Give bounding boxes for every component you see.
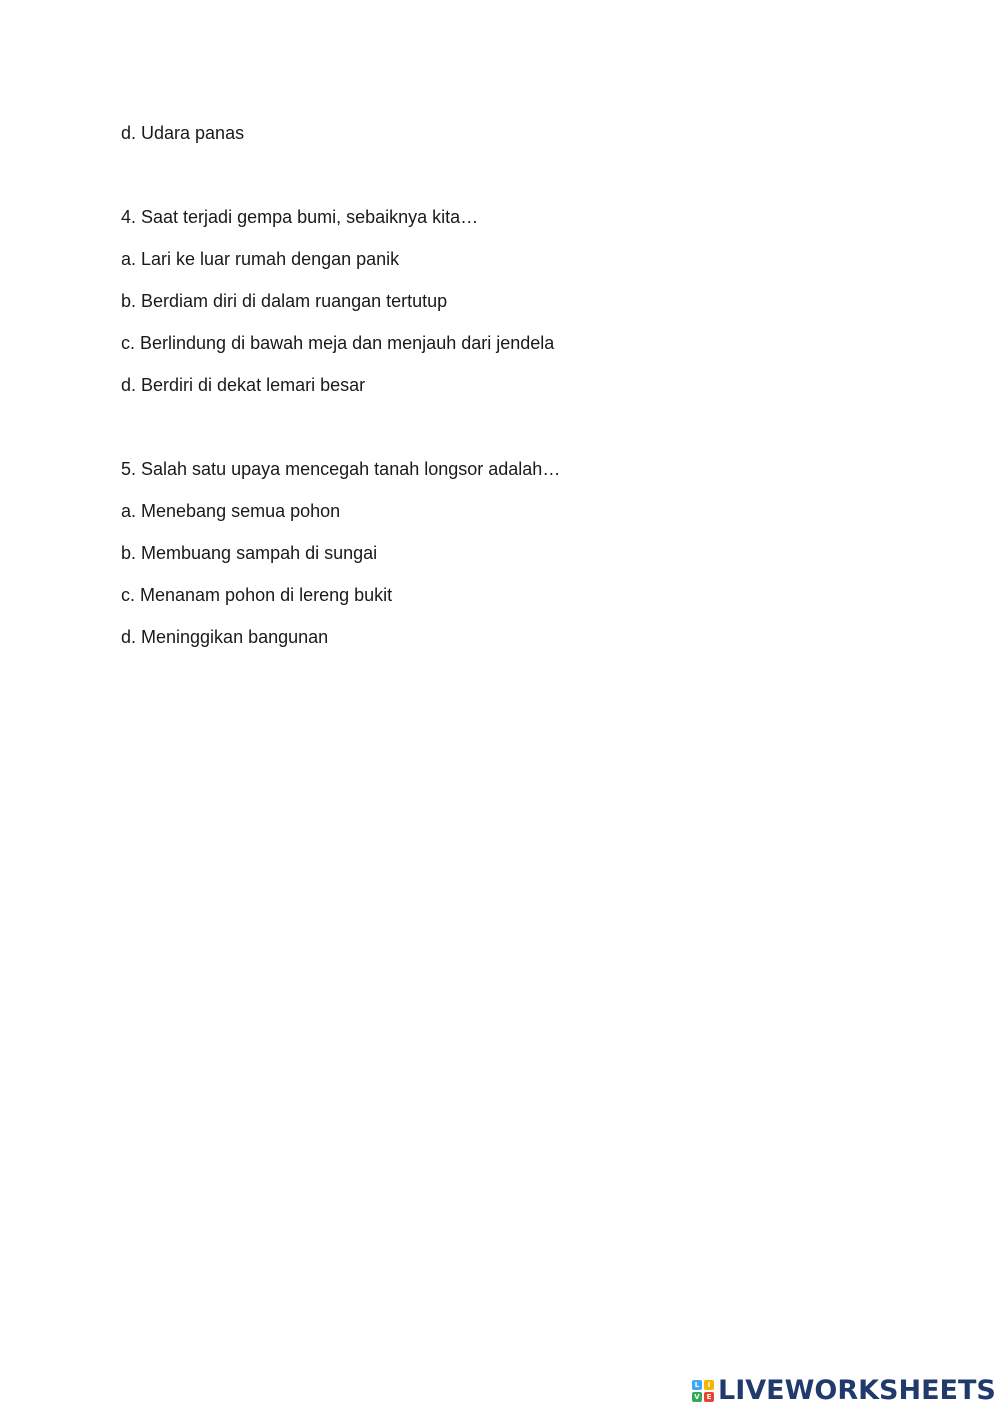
logo-tile-l: L [692, 1380, 702, 1390]
liveworksheets-logo [692, 1374, 996, 1408]
option-3d: d. Udara panas [121, 123, 245, 143]
logo-tile-v: V [692, 1392, 702, 1402]
logo-mark-icon [692, 1380, 714, 1402]
option-4b: b. Berdiam diri di dalam ruangan tertutup [121, 291, 448, 311]
option-5c: c. Menanam pohon di lereng bukit [121, 585, 393, 605]
question-4: 4. Saat terjadi gempa bumi, sebaiknya kita… [121, 207, 479, 227]
option-4c: c. Berlindung di bawah meja dan menjauh dari jendela [121, 333, 555, 353]
logo-tile-e: E [704, 1392, 714, 1402]
logo-tile-i: I [704, 1380, 714, 1390]
question-5: 5. Salah satu upaya mencegah tanah longsor adalah… [121, 459, 561, 479]
option-5a: a. Menebang semua pohon [121, 501, 341, 521]
brand-wordmark: LIVEWORKSHEETS [718, 1375, 996, 1406]
option-5b: b. Membuang sampah di sungai [121, 543, 378, 563]
option-5d: d. Meninggikan bangunan [121, 627, 329, 647]
option-4a: a. Lari ke luar rumah dengan panik [121, 249, 400, 269]
option-4d: d. Berdiri di dekat lemari besar [121, 375, 366, 395]
